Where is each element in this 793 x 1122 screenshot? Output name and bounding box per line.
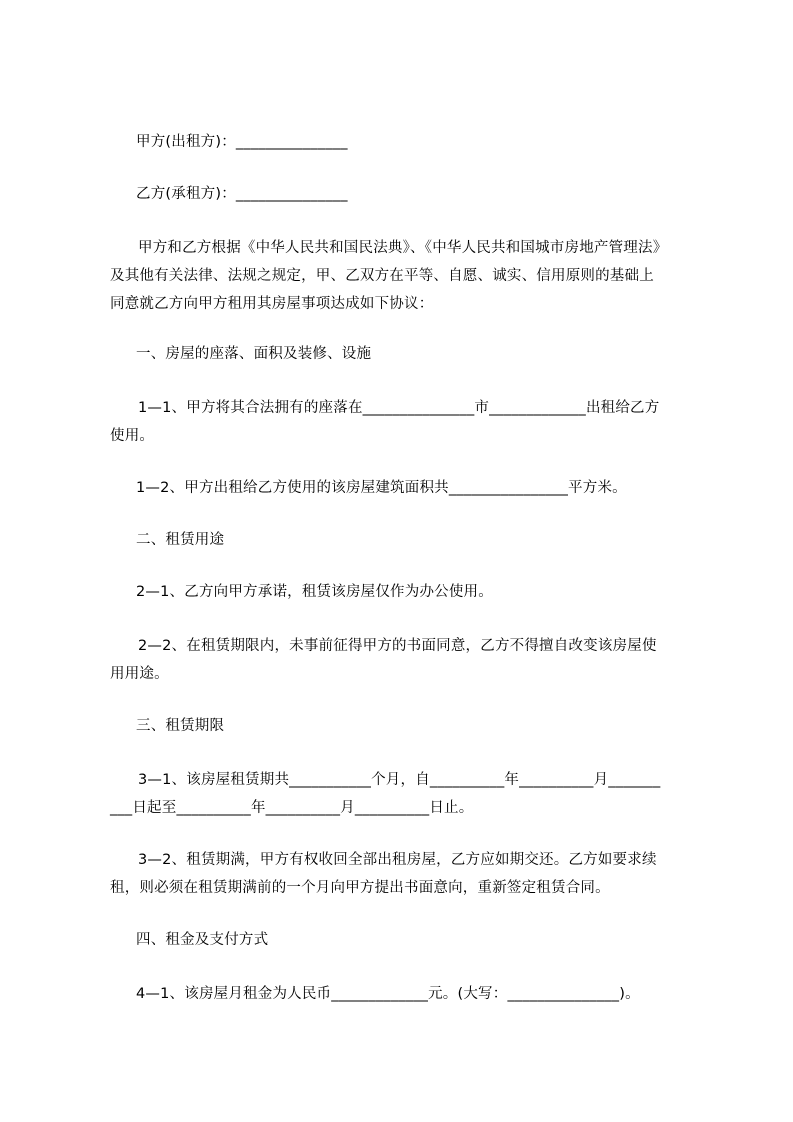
preamble-line-1: 甲方和乙方根据《中华人民共和国民法典》、《中华人民共和国城市房地产管理法》 — [138, 240, 668, 256]
clause-1-1-line-1: 1—1、甲方将其合法拥有的座落在_______________市_____________出租给乙方 — [138, 400, 660, 416]
party-a-line: 甲方(出租方)：_______________ — [136, 134, 348, 150]
clause-3-1-line-2: ___日起至__________年__________月__________日止。 — [110, 800, 474, 816]
preamble-line-2: 及其他有关法律、法规之规定，甲、乙双方在平等、自愿、诚实、信用原则的基础上 — [110, 268, 654, 284]
party-b-line: 乙方(承租方)：_______________ — [136, 186, 348, 202]
section-3-title: 三、租赁期限 — [136, 718, 225, 734]
clause-4-1: 4—1、该房屋月租金为人民币_____________元。(大写：_______________)。 — [136, 986, 640, 1002]
clause-2-2-line-1: 2—2、在租赁期限内，未事前征得甲方的书面同意，乙方不得擅自改变该房屋使 — [138, 638, 657, 654]
clause-2-1: 2—1、乙方向甲方承诺，租赁该房屋仅作为办公使用。 — [136, 584, 493, 600]
clause-1-1-line-2: 使用。 — [110, 428, 155, 444]
clause-3-2-line-1: 3—2、租赁期满，甲方有权收回全部出租房屋，乙方应如期交还。乙方如要求续 — [138, 852, 657, 868]
preamble-line-3: 同意就乙方向甲方租用其房屋事项达成如下协议： — [110, 296, 434, 312]
section-2-title: 二、租赁用途 — [136, 532, 225, 548]
clause-2-2-line-2: 用用途。 — [110, 666, 169, 682]
clause-3-2-line-2: 租，则必须在租赁期满前的一个月向甲方提出书面意向，重新签定租赁合同。 — [110, 880, 610, 896]
clause-3-1-line-1: 3—1、该房屋租赁期共___________个月，自__________年__________月_______ — [138, 772, 661, 788]
clause-1-2: 1—2、甲方出租给乙方使用的该房屋建筑面积共________________平方米。 — [136, 480, 627, 496]
section-1-title: 一、房屋的座落、面积及装修、设施 — [136, 346, 372, 362]
section-4-title: 四、租金及支付方式 — [136, 932, 269, 948]
